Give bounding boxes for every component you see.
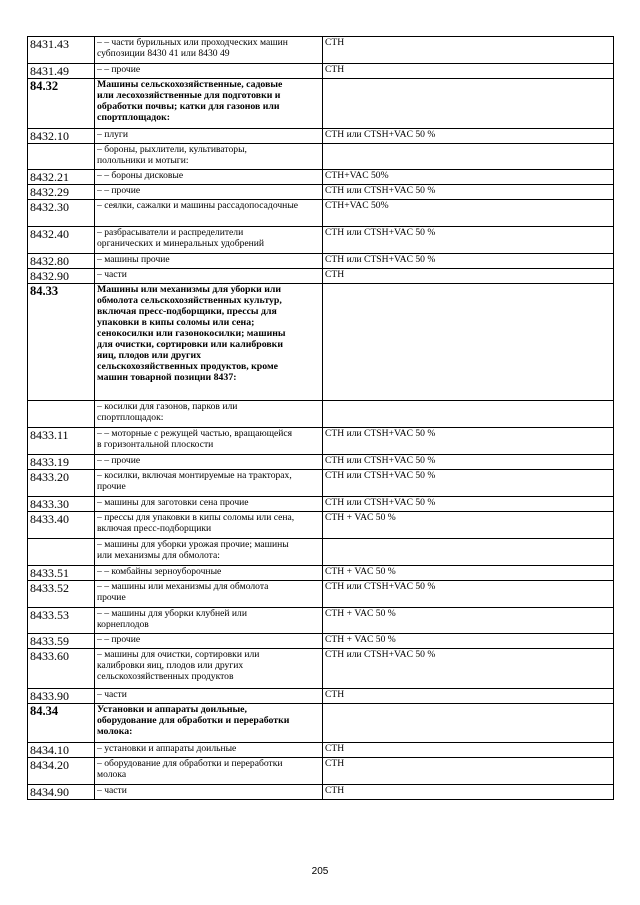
description-cell bbox=[95, 455, 323, 470]
description-line: молока: bbox=[97, 726, 133, 737]
tariff-table-container bbox=[27, 36, 613, 800]
origin-rule-cell: СТН или CTSH+VAC 50 % bbox=[323, 581, 614, 608]
description-cell bbox=[95, 428, 323, 455]
tariff-code-cell: 84.33 bbox=[28, 284, 95, 401]
origin-rule-cell: СТН bbox=[323, 269, 614, 284]
description-line: – машины для очистки, сортировки или bbox=[97, 649, 260, 660]
origin-rule-cell bbox=[323, 144, 614, 170]
description-cell bbox=[95, 144, 323, 170]
tariff-code-cell: 8432.21 bbox=[28, 170, 95, 185]
description-cell bbox=[95, 581, 323, 608]
origin-rule-cell: СТН или CTSH+VAC 50 % bbox=[323, 455, 614, 470]
description-cell bbox=[95, 608, 323, 634]
origin-rule-cell: CTH+VAC 50% bbox=[323, 200, 614, 227]
table-row bbox=[28, 129, 614, 144]
table-row bbox=[28, 455, 614, 470]
origin-rule-cell: СТН + VAC 50 % bbox=[323, 512, 614, 539]
description-line: в горизонтальной плоскости bbox=[97, 439, 214, 450]
description-line: – – комбайны зерноуборочные bbox=[97, 566, 222, 577]
origin-rule-cell: СТН или CTSH+VAC 50 % bbox=[323, 254, 614, 269]
tariff-code-cell: 8432.10 bbox=[28, 129, 95, 144]
table-row bbox=[28, 743, 614, 758]
description-line: Машины или механизмы для уборки или bbox=[97, 284, 282, 295]
origin-rule-cell bbox=[323, 704, 614, 743]
table-row bbox=[28, 758, 614, 785]
tariff-code-cell: 8432.40 bbox=[28, 227, 95, 254]
description-line: сельскохозяйственных продуктов bbox=[97, 671, 234, 682]
description-line: – – прочие bbox=[97, 185, 141, 196]
description-cell bbox=[95, 689, 323, 704]
description-line: – оборудование для обработки и переработки bbox=[97, 758, 283, 769]
description-line: молока bbox=[97, 769, 127, 780]
description-line: упаковки в кипы соломы или сена; bbox=[97, 317, 255, 328]
table-row bbox=[28, 37, 614, 64]
table-row bbox=[28, 401, 614, 428]
description-cell bbox=[95, 170, 323, 185]
origin-rule-cell: CTH+VAC 50% bbox=[323, 170, 614, 185]
table-row bbox=[28, 497, 614, 512]
description-line: – – бороны дисковые bbox=[97, 170, 184, 181]
description-line: – прессы для упаковки в кипы соломы или сена, bbox=[97, 512, 295, 523]
description-line: сельскохозяйственных продуктов, кроме bbox=[97, 361, 278, 372]
description-line: для очистки, сортировки или калибровки bbox=[97, 339, 283, 350]
description-line: калибровки яиц, плодов или других bbox=[97, 660, 244, 671]
description-line: – части bbox=[97, 785, 127, 796]
description-cell bbox=[95, 200, 323, 227]
description-line: субпозиции 8430 41 или 8430 49 bbox=[97, 48, 230, 59]
description-line: – – прочие bbox=[97, 64, 141, 75]
origin-rule-cell: СТН bbox=[323, 785, 614, 800]
origin-rule-cell: СТН + VAC 50 % bbox=[323, 566, 614, 581]
origin-rule-cell: СТН bbox=[323, 758, 614, 785]
table-row bbox=[28, 634, 614, 649]
table-row bbox=[28, 649, 614, 689]
description-line: обмолота сельскохозяйственных культур, bbox=[97, 295, 282, 306]
description-line: органических и минеральных удобрений bbox=[97, 238, 265, 249]
description-cell bbox=[95, 284, 323, 401]
tariff-code-cell: 8434.10 bbox=[28, 743, 95, 758]
origin-rule-cell: СТН или CTSH+VAC 50 % bbox=[323, 649, 614, 689]
tariff-code-cell: 8431.49 bbox=[28, 64, 95, 79]
description-cell bbox=[95, 704, 323, 743]
tariff-code-cell: 8432.29 bbox=[28, 185, 95, 200]
description-line: спортплощадок: bbox=[97, 412, 164, 423]
origin-rule-cell: СТН bbox=[323, 689, 614, 704]
table-row bbox=[28, 170, 614, 185]
tariff-code-cell: 8433.59 bbox=[28, 634, 95, 649]
description-line: обработки почвы; катки для газонов или bbox=[97, 101, 280, 112]
description-line: – машины для заготовки сена прочие bbox=[97, 497, 249, 508]
tariff-code-cell: 8433.40 bbox=[28, 512, 95, 539]
description-cell bbox=[95, 37, 323, 64]
description-line: – части bbox=[97, 269, 127, 280]
description-line: оборудование для обработки и переработки bbox=[97, 715, 290, 726]
description-cell bbox=[95, 634, 323, 649]
description-line: яиц, плодов или других bbox=[97, 350, 201, 361]
description-line: – плуги bbox=[97, 129, 128, 140]
table-row bbox=[28, 269, 614, 284]
table-row bbox=[28, 144, 614, 170]
description-cell bbox=[95, 649, 323, 689]
description-line: – – моторные с режущей частью, вращающейся bbox=[97, 428, 293, 439]
heading-row bbox=[28, 284, 614, 401]
tariff-table bbox=[27, 36, 614, 800]
table-row bbox=[28, 566, 614, 581]
description-line: – – машины для уборки клубней или bbox=[97, 608, 247, 619]
origin-rule-cell: СТН или CTSH+VAC 50 % bbox=[323, 129, 614, 144]
description-line: – установки и аппараты доильные bbox=[97, 743, 237, 754]
origin-rule-cell: СТН или CTSH+VAC 50 % bbox=[323, 227, 614, 254]
table-row bbox=[28, 254, 614, 269]
description-cell bbox=[95, 512, 323, 539]
table-row bbox=[28, 185, 614, 200]
description-cell bbox=[95, 743, 323, 758]
table-row bbox=[28, 470, 614, 497]
tariff-code-cell: 8432.30 bbox=[28, 200, 95, 227]
description-line: включая пресс-подборщики bbox=[97, 523, 212, 534]
description-line: полольники и мотыги: bbox=[97, 155, 189, 166]
table-row bbox=[28, 689, 614, 704]
origin-rule-cell bbox=[323, 401, 614, 428]
description-line: включая пресс-подборщики, прессы для bbox=[97, 306, 277, 317]
description-cell bbox=[95, 566, 323, 581]
origin-rule-cell: СТН bbox=[323, 64, 614, 79]
description-line: сенокосилки или газонокосилки; машины bbox=[97, 328, 286, 339]
description-cell bbox=[95, 497, 323, 512]
tariff-code-cell: 8433.53 bbox=[28, 608, 95, 634]
description-cell bbox=[95, 401, 323, 428]
description-cell bbox=[95, 129, 323, 144]
origin-rule-cell bbox=[323, 539, 614, 566]
description-cell bbox=[95, 185, 323, 200]
origin-rule-cell: СТН bbox=[323, 743, 614, 758]
description-cell bbox=[95, 758, 323, 785]
description-line: – – машины или механизмы для обмолота bbox=[97, 581, 269, 592]
origin-rule-cell: СТН + VAC 50 % bbox=[323, 634, 614, 649]
tariff-code-cell: 8434.20 bbox=[28, 758, 95, 785]
description-line: или лесохозяйственные для подготовки и bbox=[97, 90, 281, 101]
tariff-code-cell: 8433.52 bbox=[28, 581, 95, 608]
table-row bbox=[28, 539, 614, 566]
origin-rule-cell: СТН или CTSH+VAC 50 % bbox=[323, 497, 614, 512]
tariff-code-cell bbox=[28, 144, 95, 170]
description-line: – – прочие bbox=[97, 455, 141, 466]
table-row bbox=[28, 227, 614, 254]
table-row bbox=[28, 428, 614, 455]
origin-rule-cell: СТН + VAC 50 % bbox=[323, 608, 614, 634]
tariff-code-cell: 8433.20 bbox=[28, 470, 95, 497]
table-row bbox=[28, 512, 614, 539]
description-line: машин товарной позиции 8437: bbox=[97, 372, 237, 383]
origin-rule-cell: СТН bbox=[323, 37, 614, 64]
tariff-code-cell bbox=[28, 401, 95, 428]
tariff-code-cell bbox=[28, 539, 95, 566]
description-line: Машины сельскохозяйственные, садовые bbox=[97, 79, 283, 90]
description-cell bbox=[95, 254, 323, 269]
table-row bbox=[28, 608, 614, 634]
table-row bbox=[28, 581, 614, 608]
description-line: – машины для уборки урожая прочие; машины bbox=[97, 539, 289, 550]
tariff-code-cell: 84.34 bbox=[28, 704, 95, 743]
tariff-code-cell: 8432.90 bbox=[28, 269, 95, 284]
description-line: – – части бурильных или проходческих машин bbox=[97, 37, 288, 48]
description-line: – машины прочие bbox=[97, 254, 170, 265]
origin-rule-cell: СТН или CTSH+VAC 50 % bbox=[323, 185, 614, 200]
tariff-code-cell: 8433.11 bbox=[28, 428, 95, 455]
tariff-code-cell: 8432.80 bbox=[28, 254, 95, 269]
origin-rule-cell bbox=[323, 79, 614, 129]
description-line: – разбрасыватели и распределители bbox=[97, 227, 244, 238]
tariff-code-cell: 8433.19 bbox=[28, 455, 95, 470]
description-line: Установки и аппараты доильные, bbox=[97, 704, 247, 715]
description-line: – – прочие bbox=[97, 634, 141, 645]
description-cell bbox=[95, 64, 323, 79]
table-row bbox=[28, 64, 614, 79]
description-line: прочие bbox=[97, 481, 126, 492]
tariff-code-cell: 8434.90 bbox=[28, 785, 95, 800]
origin-rule-cell: СТН или CTSH+VAC 50 % bbox=[323, 470, 614, 497]
tariff-code-cell: 8433.30 bbox=[28, 497, 95, 512]
tariff-code-cell: 8433.90 bbox=[28, 689, 95, 704]
page-number: 205 bbox=[311, 866, 329, 877]
description-line: – бороны, рыхлители, культиваторы, bbox=[97, 144, 247, 155]
description-cell bbox=[95, 269, 323, 284]
tariff-code-cell: 8433.60 bbox=[28, 649, 95, 689]
tariff-code-cell: 8433.51 bbox=[28, 566, 95, 581]
tariff-code-cell: 84.32 bbox=[28, 79, 95, 129]
description-line: – косилки для газонов, парков или bbox=[97, 401, 238, 412]
description-line: – косилки, включая монтируемые на тракторах, bbox=[97, 470, 292, 481]
heading-row bbox=[28, 704, 614, 743]
description-cell bbox=[95, 470, 323, 497]
origin-rule-cell: СТН или CTSH+VAC 50 % bbox=[323, 428, 614, 455]
table-row bbox=[28, 200, 614, 227]
description-cell bbox=[95, 785, 323, 800]
table-row bbox=[28, 785, 614, 800]
tariff-code-cell: 8431.43 bbox=[28, 37, 95, 64]
description-line: спортплощадок: bbox=[97, 112, 170, 123]
description-cell bbox=[95, 227, 323, 254]
description-line: прочие bbox=[97, 592, 126, 603]
description-cell bbox=[95, 79, 323, 129]
description-cell bbox=[95, 539, 323, 566]
heading-row bbox=[28, 79, 614, 129]
origin-rule-cell bbox=[323, 284, 614, 401]
description-line: – сеялки, сажалки и машины рассадопосадочные bbox=[97, 200, 299, 211]
description-line: – части bbox=[97, 689, 127, 700]
description-line: корнеплодов bbox=[97, 619, 149, 630]
tariff-table-body bbox=[28, 37, 614, 800]
description-line: или механизмы для обмолота: bbox=[97, 550, 220, 561]
